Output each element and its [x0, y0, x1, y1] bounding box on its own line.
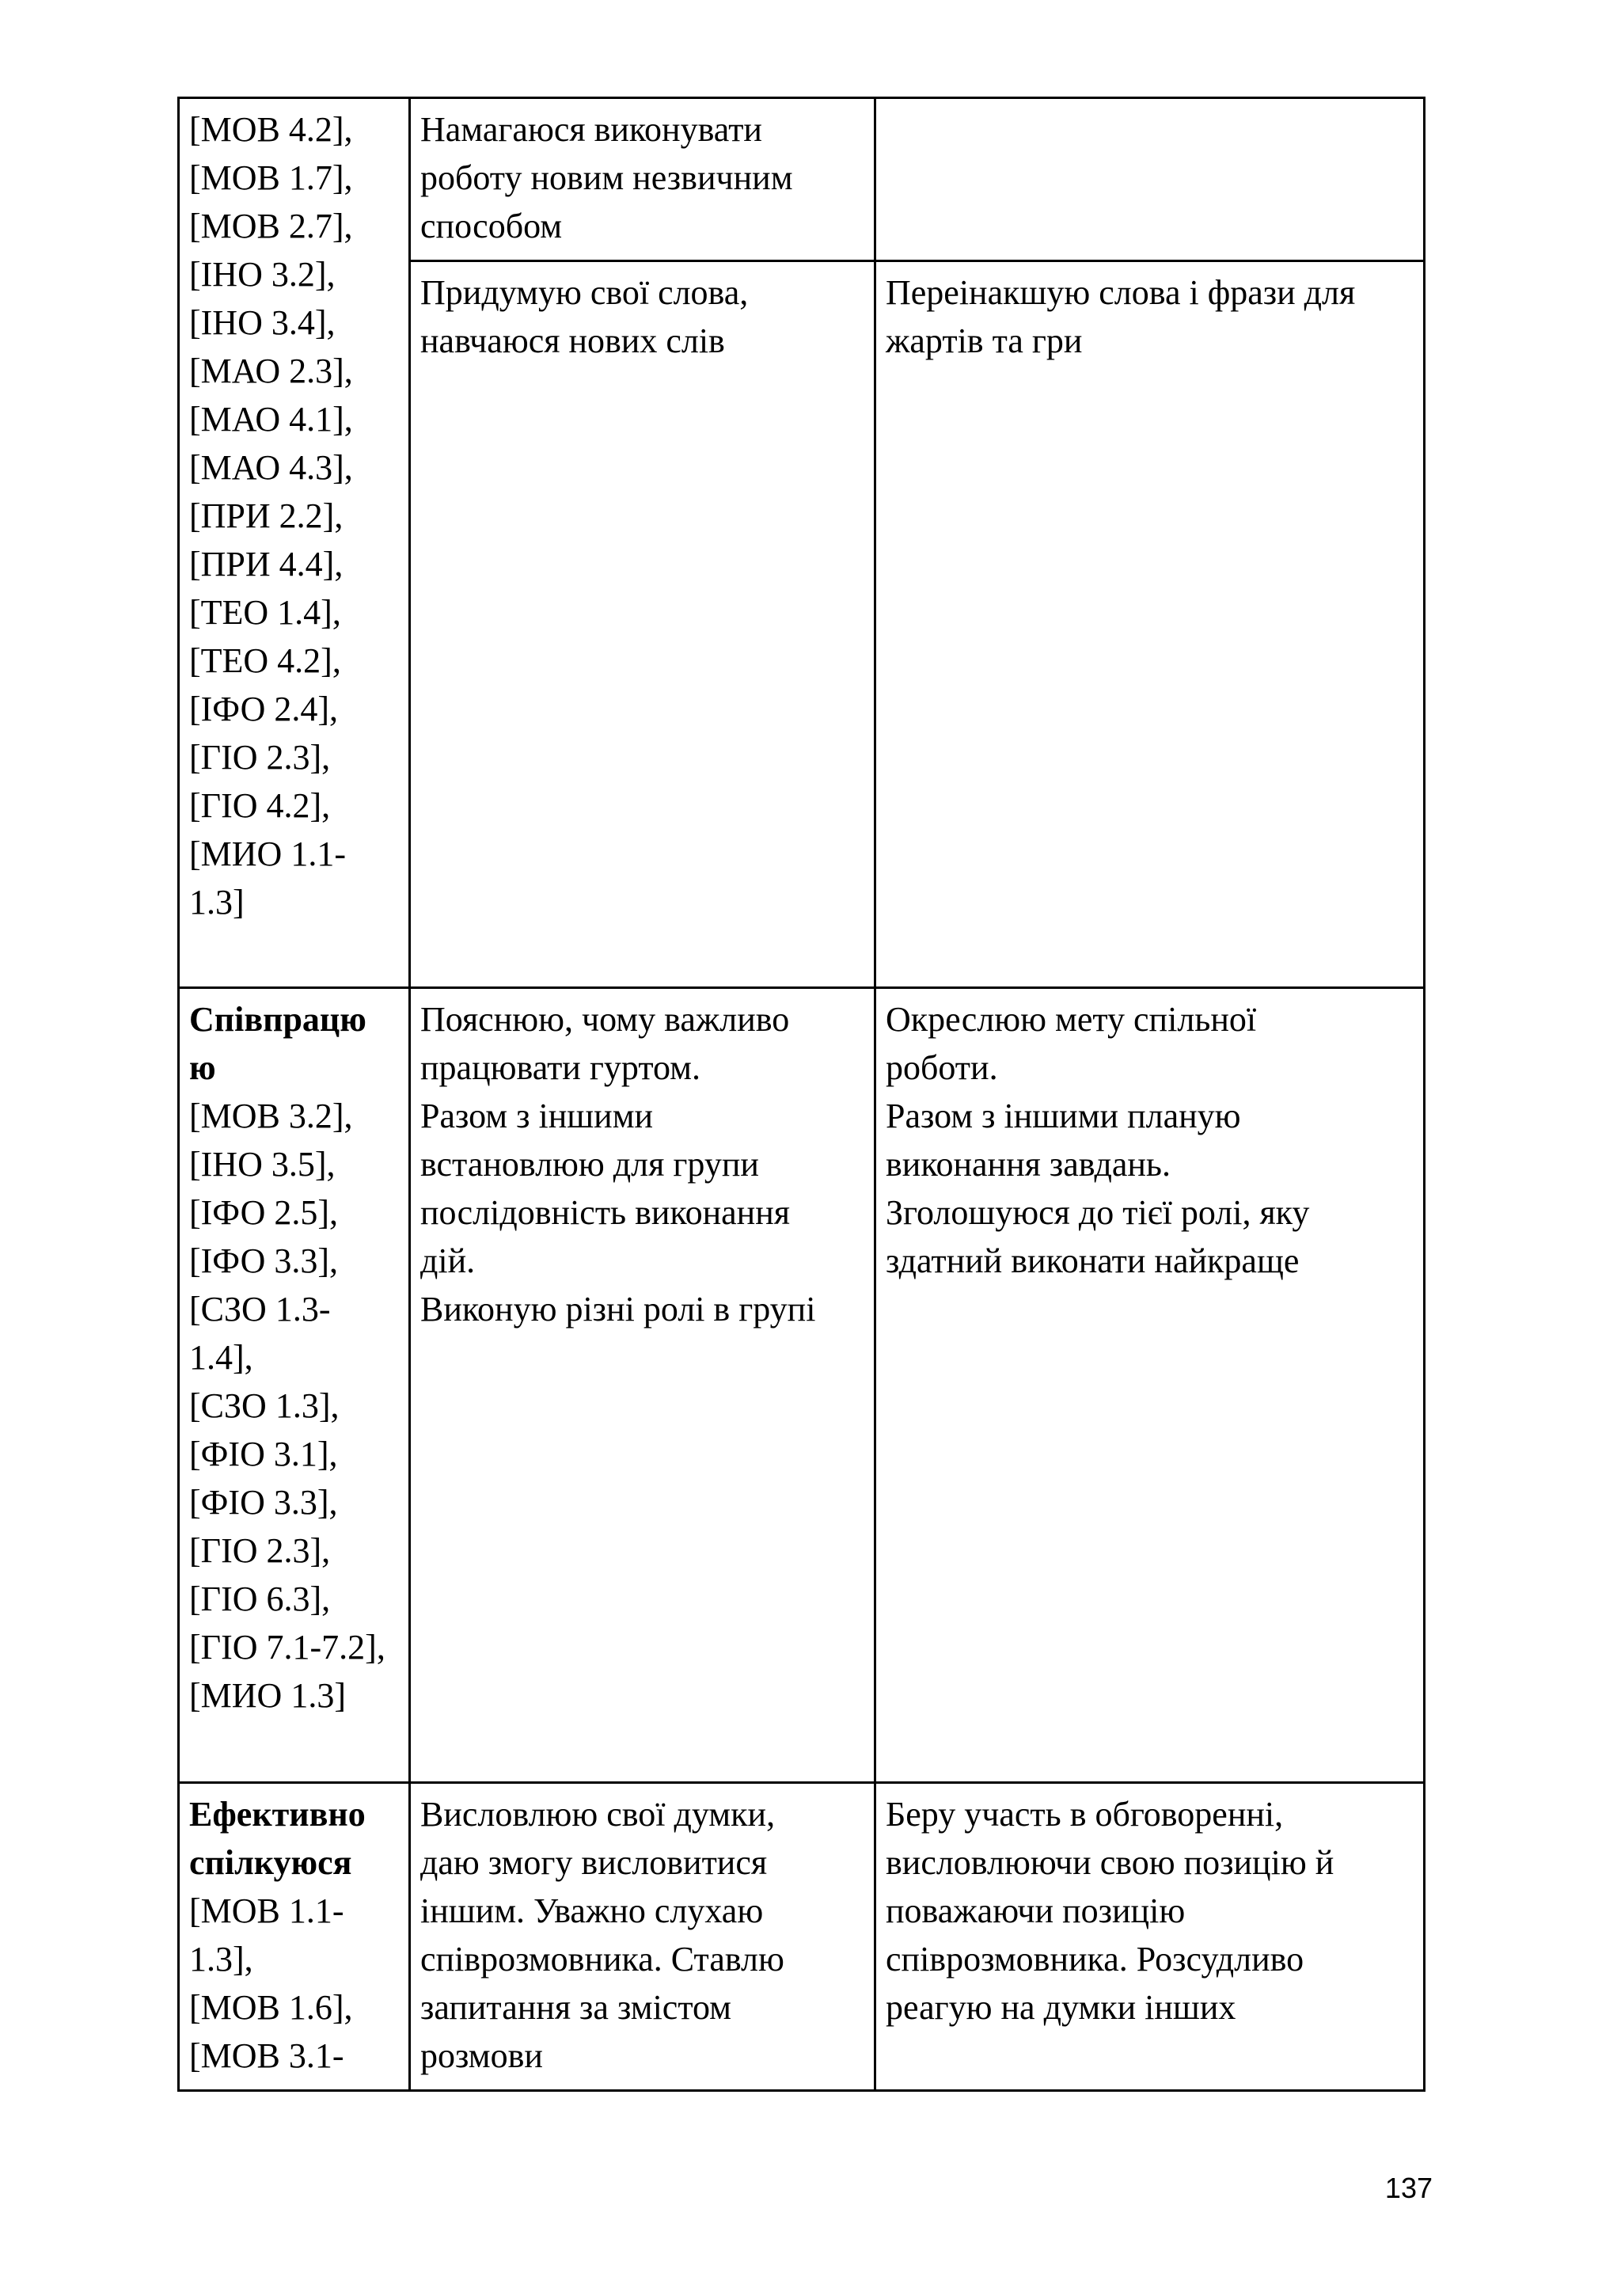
ref-line: [МИО 1.1- — [189, 834, 346, 873]
advanced-level-cell — [875, 98, 1425, 261]
ref-line: [СЗО 1.3- — [189, 1290, 331, 1329]
text-line: Придумую свої слова, — [420, 273, 749, 312]
ref-line: [ФІО 3.3], — [189, 1483, 338, 1522]
text-line: послідовність виконання — [420, 1193, 790, 1232]
page-number: 137 — [1384, 2172, 1433, 2204]
competency-cell — [179, 988, 410, 1783]
ref-line: [МОВ 1.6], — [189, 1988, 353, 2027]
text-line: працювати гуртом. — [420, 1048, 700, 1087]
ref-line: [ІФО 3.3], — [189, 1241, 339, 1280]
competency-title-line: ю — [189, 1048, 216, 1087]
advanced-level-cell — [875, 1783, 1425, 2091]
text-line: навчаюся нових слів — [420, 321, 725, 360]
text-line: Окреслюю мету спільної — [886, 1000, 1257, 1039]
ref-line: [ПРИ 4.4], — [189, 545, 344, 584]
ref-line: [ІФО 2.4], — [189, 690, 339, 728]
ref-line: [МОВ 3.2], — [189, 1097, 353, 1135]
ref-line: [ПРИ 2.2], — [189, 496, 344, 535]
ref-line: [ФІО 3.1], — [189, 1435, 338, 1473]
text-line: виконання завдань. — [886, 1145, 1171, 1184]
ref-line: [ГІО 2.3], — [189, 738, 331, 777]
text-line: реагую на думки інших — [886, 1988, 1236, 2027]
text-line: даю змогу висловитися — [420, 1843, 768, 1882]
text-line: поважаючи позицію — [886, 1891, 1186, 1930]
ref-line: 1.3] — [189, 883, 245, 922]
competency-cell — [179, 1783, 410, 2091]
text-line: здатний виконати найкраще — [886, 1241, 1300, 1280]
basic-level-cell — [410, 261, 875, 988]
text-line: Разом з іншими — [420, 1097, 654, 1135]
text-line: Беру участь в обговоренні, — [886, 1795, 1284, 1834]
advanced-level-cell — [875, 261, 1425, 988]
ref-line: [МАО 4.1], — [189, 400, 353, 439]
refs-cell — [179, 98, 410, 988]
ref-line: [ТЕО 4.2], — [189, 641, 341, 680]
ref-line: [СЗО 1.3], — [189, 1386, 340, 1425]
advanced-level-cell — [875, 988, 1425, 1783]
ref-line: [ГІО 4.2], — [189, 786, 331, 825]
ref-line: [МОВ 1.7], — [189, 158, 353, 197]
text-line: Зголошуюся до тієї ролі, яку — [886, 1193, 1310, 1232]
ref-line: [МОВ 3.1- — [189, 2036, 344, 2075]
competency-title-line: Ефективно — [189, 1795, 366, 1834]
basic-level-cell — [410, 988, 875, 1783]
basic-level-cell — [410, 98, 875, 261]
text-line: Переінакшую слова і фрази для — [886, 273, 1356, 312]
text-line: співрозмовника. Ставлю — [420, 1940, 784, 1979]
ref-line: [МОВ 2.7], — [189, 207, 353, 245]
ref-line: [ГІО 2.3], — [189, 1531, 331, 1570]
competency-title-line: Співпрацю — [189, 1000, 366, 1039]
ref-line: [ІНО 3.2], — [189, 255, 336, 294]
ref-line: [ІНО 3.5], — [189, 1145, 336, 1184]
ref-line: [ІНО 3.4], — [189, 303, 336, 342]
text-line: способом — [420, 207, 563, 245]
ref-line: [МОВ 1.1- — [189, 1891, 344, 1930]
table-row — [179, 98, 1425, 261]
basic-level-cell — [410, 1783, 875, 2091]
table-row — [179, 1783, 1425, 2091]
ref-line: [МИО 1.3] — [189, 1676, 346, 1715]
text-line: жартів та гри — [886, 321, 1083, 360]
text-line: висловлюючи свою позицію й — [886, 1843, 1334, 1882]
ref-line: 1.4], — [189, 1338, 253, 1377]
competency-table — [177, 97, 1425, 2092]
competency-title-line: спілкуюся — [189, 1843, 352, 1882]
ref-line: [ТЕО 1.4], — [189, 593, 341, 632]
text-line: Пояснюю, чому важливо — [420, 1000, 790, 1039]
text-line: Намагаюся виконувати — [420, 110, 762, 149]
text-line: іншим. Уважно слухаю — [420, 1891, 764, 1930]
ref-line: [ІФО 2.5], — [189, 1193, 339, 1232]
ref-line: [ГІО 6.3], — [189, 1579, 331, 1618]
text-line: Висловлюю свої думки, — [420, 1795, 776, 1834]
text-line: запитання за змістом — [420, 1988, 731, 2027]
text-line: Разом з іншими планую — [886, 1097, 1241, 1135]
text-line: співрозмовника. Розсудливо — [886, 1940, 1304, 1979]
table-row — [179, 988, 1425, 1783]
text-line: Виконую різні ролі в групі — [420, 1290, 816, 1329]
ref-line: [МОВ 4.2], — [189, 110, 353, 149]
text-line: роботу новим незвичним — [420, 158, 793, 197]
text-line: дій. — [420, 1241, 476, 1280]
ref-line: [ГІО 7.1-7.2], — [189, 1628, 385, 1667]
ref-line: [МАО 4.3], — [189, 448, 353, 487]
text-line: розмови — [420, 2036, 543, 2075]
ref-line: 1.3], — [189, 1940, 253, 1979]
ref-line: [МАО 2.3], — [189, 352, 353, 390]
text-line: роботи. — [886, 1048, 998, 1087]
text-line: встановлюю для групи — [420, 1145, 759, 1184]
